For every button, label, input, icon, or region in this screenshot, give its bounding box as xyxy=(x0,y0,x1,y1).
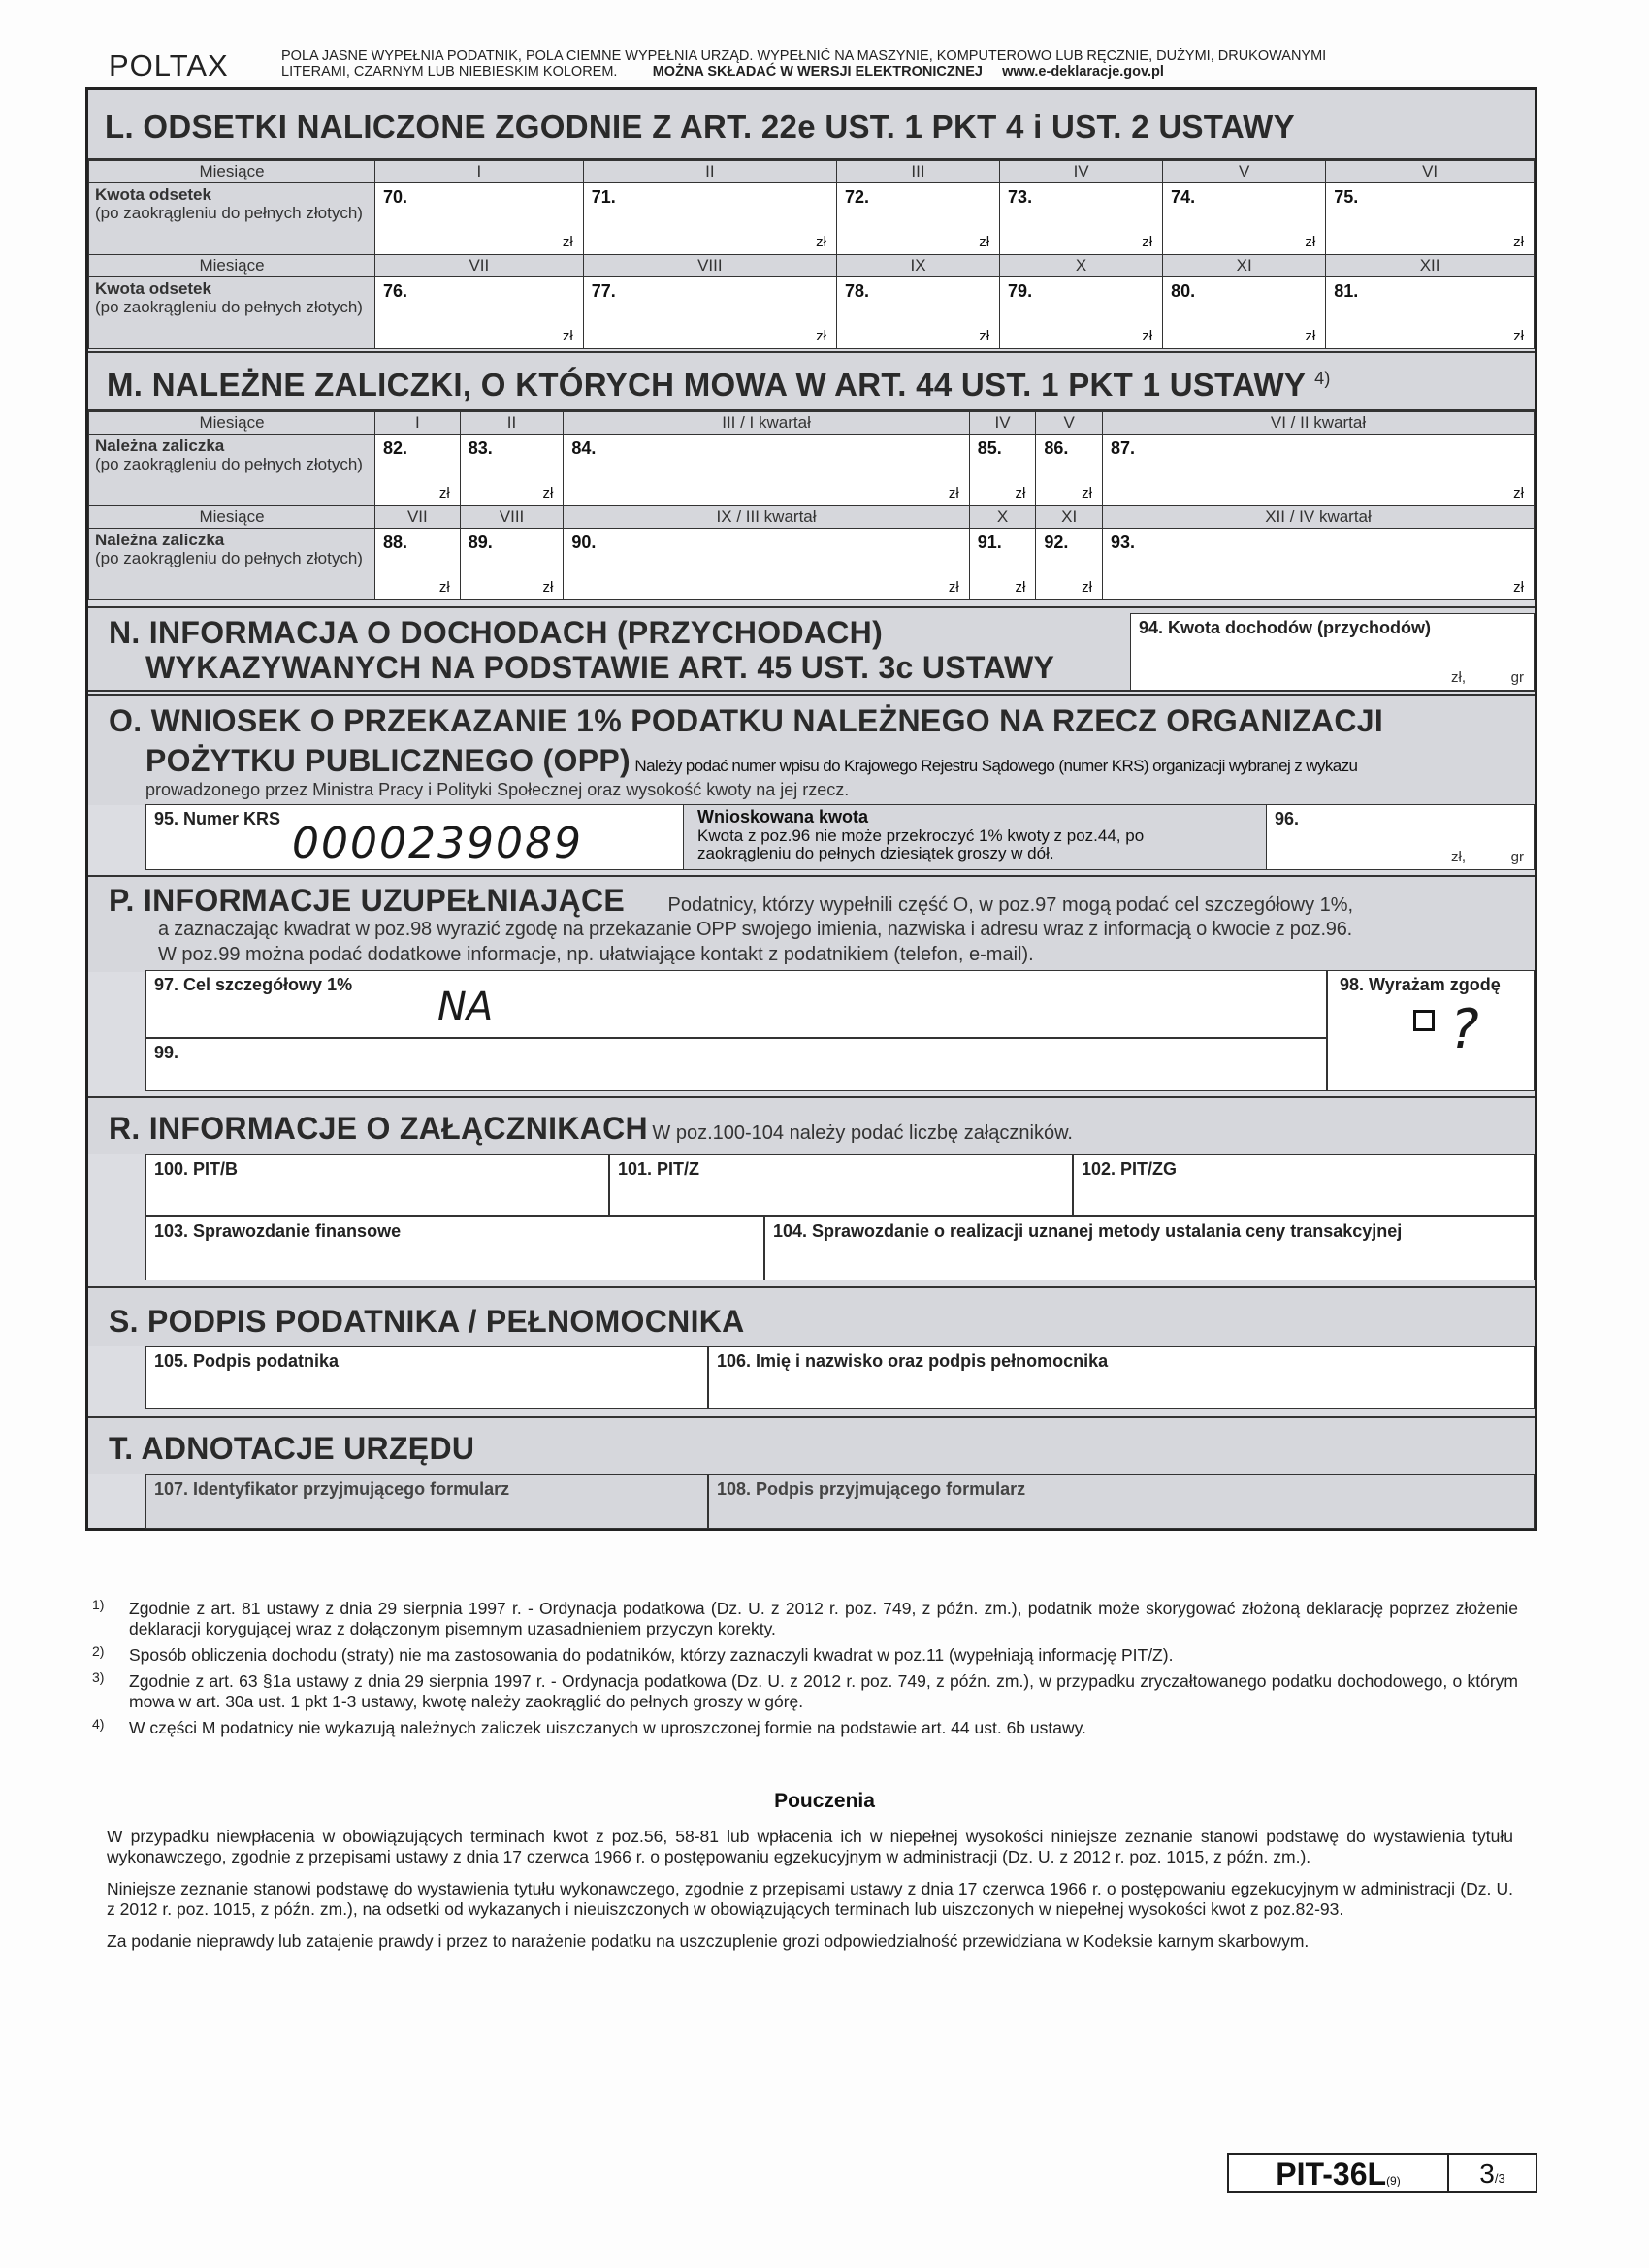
month-header: X xyxy=(1000,255,1163,277)
month-header: VIII xyxy=(460,506,564,529)
income-amount-field-94[interactable]: 94. Kwota dochodów (przychodów) zł, gr xyxy=(1130,613,1535,691)
header-instructions xyxy=(281,49,1504,80)
krs-number-field-95[interactable]: 95. Numer KRS 0000239089 xyxy=(146,804,684,870)
instructions-paragraph-1: W przypadku niewpłacenia w obowiązujących terminach kwot z poz.56, 58-81 lub wpłacenia ich w niepełnej wysokości niniejsze zeznanie stanowi podstawę do wystawienia tytułu wykonawczego, zgodnie z przepisami ustawy z dnia 17 czerwca 1966 r. o postępowaniu egzekucyjnym w administracji (Dz. U. z 2012 r. poz. 1015, z późn. zm.). xyxy=(107,1827,1513,1866)
footnote-ref: 4) xyxy=(1314,369,1331,388)
header-note-line2b: MOŻNA SKŁADAĆ W WERSJI ELEKTRONICZNEJ xyxy=(652,64,983,80)
footnotes xyxy=(92,1599,1518,1744)
month-header: IX / III kwartał xyxy=(564,506,969,529)
attachment-pitzg-field-102[interactable]: 102. PIT/ZG xyxy=(1073,1154,1535,1216)
advance-field-85[interactable]: 85. zł xyxy=(969,435,1036,506)
month-header: XI xyxy=(1036,506,1103,529)
section-p-title-row: P. INFORMACJE UZUPEŁNIAJĄCE Podatnicy, którzy wypełnili część O, w poz.97 mogą podać cel szczegółowy 1%, xyxy=(109,883,1354,918)
month-header: VII xyxy=(375,255,584,277)
month-header: X xyxy=(969,506,1036,529)
attachment-pitb-field-100[interactable]: 100. PIT/B xyxy=(146,1154,609,1216)
specific-purpose-value: NA xyxy=(437,985,494,1029)
interest-field-80[interactable]: 80. zł xyxy=(1163,277,1326,349)
advance-field-82[interactable]: 82. zł xyxy=(375,435,461,506)
section-r-title-row: R. INFORMACJE O ZAŁĄCZNIKACH W poz.100-104 należy podać liczbę załączników. xyxy=(109,1111,1073,1146)
header-url-link[interactable]: www.e-deklaracje.gov.pl xyxy=(1002,64,1164,80)
section-p-instr-line3: W poz.99 można podać dodatkowe informacje, np. ułatwiające kontakt z podatnikiem (telefon, e-mail). xyxy=(158,944,1034,965)
month-header: XII / IV kwartał xyxy=(1103,506,1535,529)
month-header: V xyxy=(1163,161,1326,183)
requested-amount-field-96[interactable]: 96. zł, gr xyxy=(1266,804,1535,870)
advance-field-89[interactable]: 89. zł xyxy=(460,529,564,600)
month-header: III xyxy=(836,161,999,183)
month-header: XI xyxy=(1163,255,1326,277)
month-header: VI xyxy=(1326,161,1535,183)
interest-field-72[interactable]: 72. zł xyxy=(836,183,999,255)
advance-field-88[interactable]: 88. zł xyxy=(375,529,461,600)
advance-field-93[interactable]: 93. zł xyxy=(1103,529,1535,600)
krs-number-value: 0000239089 xyxy=(292,819,583,868)
interest-field-78[interactable]: 78. zł xyxy=(836,277,999,349)
attachment-pitz-field-101[interactable]: 101. PIT/Z xyxy=(609,1154,1073,1216)
month-header-label: Miesiące xyxy=(89,412,375,435)
month-header: I xyxy=(375,161,584,183)
financial-report-field-103[interactable]: 103. Sprawozdanie finansowe xyxy=(146,1216,764,1280)
advance-field-91[interactable]: 91. zł xyxy=(969,529,1036,600)
consent-checkbox[interactable] xyxy=(1413,1010,1435,1031)
row-label: Kwota odsetek (po zaokrągleniu do pełnych złotych) xyxy=(89,183,375,255)
section-o-instructions: prowadzonego przez Ministra Pracy i Polityki Społecznej oraz wysokość kwoty na jej rzecz. xyxy=(146,780,850,799)
instructions-paragraph-3: Za podanie nieprawdy lub zatajenie prawdy i przez to narażenie podatku na uszczuplenie grozi odpowiedzialność przewidziana w Kodeksie karnym skarbowym. xyxy=(107,1931,1310,1951)
additional-info-field-99[interactable]: 99. xyxy=(146,1038,1327,1091)
month-header: IX xyxy=(836,255,999,277)
specific-purpose-field-97[interactable]: 97. Cel szczegółowy 1% NA xyxy=(146,970,1327,1038)
advance-field-84[interactable]: 84. zł xyxy=(564,435,969,506)
section-t-title: T. ADNOTACJE URZĘDU xyxy=(109,1431,475,1466)
month-header: V xyxy=(1036,412,1103,435)
advance-field-83[interactable]: 83. zł xyxy=(460,435,564,506)
month-header: II xyxy=(583,161,836,183)
page-number: 3/3 xyxy=(1479,2158,1505,2188)
footnote-2: 2) Sposób obliczenia dochodu (straty) nie ma zastosowania do podatników, którzy zaznaczyli kwadrat w poz.11 (wypełniają informację PIT/Z). xyxy=(92,1643,1174,1665)
header-note-line2a: LITERAMI, CZARNYM LUB NIEBIESKIM KOLOREM. xyxy=(281,64,618,80)
instructions-paragraph-2: Niniejsze zeznanie stanowi podstawę do wystawienia tytułu wykonawczego, zgodnie z przepisami ustawy z dnia 17 czerwca 1966 r. o postępowaniu egzekucyjnym w administracji (Dz. U. z 2012 r. poz. 1015, z późn. zm.), na odsetki od wykazanych i nieuiszczonych w obowiązujących terminach lub uiszczonych w niepełnej wysokości kwot z poz.82-93. xyxy=(107,1879,1513,1919)
section-o-title-line2: POŻYTKU PUBLICZNEGO (OPP) Należy podać numer wpisu do Krajowego Rejestru Sądowego (numer KRS) organizacji wybranej z wykazu xyxy=(146,743,1358,778)
section-p-instr-line2: a zaznaczając kwadrat w poz.98 wyrazić zgodę na przekazanie OPP swojego imienia, nazwiska i adresu wraz z informacją o kwocie z poz.96. xyxy=(158,919,1353,940)
interest-field-76[interactable]: 76. zł xyxy=(375,277,584,349)
office-signature-field-108: 108. Podpis przyjmującego formularz xyxy=(708,1474,1535,1529)
row-label: Należna zaliczka (po zaokrągleniu do pełnych złotych) xyxy=(89,529,375,600)
month-header: VIII xyxy=(583,255,836,277)
proxy-signature-field-106[interactable]: 106. Imię i nazwisko oraz podpis pełnomocnika xyxy=(708,1346,1535,1409)
header-note-line1: POLA JASNE WYPEŁNIA PODATNIK, POLA CIEMNE WYPEŁNIA URZĄD. WYPEŁNIĆ NA MASZYNIE, KOMPUTEROWO LUB RĘCZNIE, DUŻYMI, DRUKOWANYMI xyxy=(281,49,1327,64)
office-identifier-field-107: 107. Identyfikator przyjmującego formularz xyxy=(146,1474,708,1529)
section-s-title: S. PODPIS PODATNIKA / PEŁNOMOCNIKA xyxy=(109,1304,745,1339)
month-header: XII xyxy=(1326,255,1535,277)
advance-field-87[interactable]: 87. zł xyxy=(1103,435,1535,506)
brand-logo-text: POLTAX xyxy=(109,49,229,82)
month-header: II xyxy=(460,412,564,435)
interest-field-79[interactable]: 79. zł xyxy=(1000,277,1163,349)
instructions-title: Pouczenia xyxy=(774,1790,875,1812)
advance-field-86[interactable]: 86. zł xyxy=(1036,435,1103,506)
section-o-title-line1: O. WNIOSEK O PRZEKAZANIE 1% PODATKU NALEŻNEGO NA RZECZ ORGANIZACJI xyxy=(109,703,1384,738)
month-header-label: Miesiące xyxy=(89,161,375,183)
interest-field-81[interactable]: 81. zł xyxy=(1326,277,1535,349)
footnote-3: 3) Zgodnie z art. 63 §1a ustawy z dnia 29 sierpnia 1997 r. - Ordynacja podatkowa (Dz. U. z 2012 r. poz. 749, z późn. zm.), w przypadku zryczałtowanego podatku dochodowego, o którym mowa w art. 30a ust. 1 pkt 1-3 ustawy, kwotę należy zaokrąglić do pełnych groszy w górę. xyxy=(92,1669,1518,1711)
requested-amount-info: Wnioskowana kwota Kwota z poz.96 nie może przekroczyć 1% kwoty z poz.44, po zaokrągleniu do pełnych dziesiątek groszy w dół. xyxy=(684,804,1266,870)
form-id-box xyxy=(1227,2153,1537,2193)
advance-field-92[interactable]: 92. zł xyxy=(1036,529,1103,600)
consent-handwritten-mark: ? xyxy=(1450,998,1479,1061)
interest-field-70[interactable]: 70. zł xyxy=(375,183,584,255)
row-label: Należna zaliczka (po zaokrągleniu do pełnych złotych) xyxy=(89,435,375,506)
month-header-label: Miesiące xyxy=(89,506,375,529)
month-header: IV xyxy=(969,412,1036,435)
month-header: III / I kwartał xyxy=(564,412,969,435)
footnote-1: 1) Zgodnie z art. 81 ustawy z dnia 29 sierpnia 1997 r. - Ordynacja podatkowa (Dz. U. z 2012 r. poz. 749, z późn. zm.), podatnik może skorygować złożoną deklarację poprzez złożenie deklaracji korygującej wraz z dołączonym pisemnym uzasadnieniem przyczyn korekty. xyxy=(92,1597,1518,1638)
section-n-title: N. INFORMACJA O DOCHODACH (PRZYCHODACH) WYKAZYWANYCH NA PODSTAWIE ART. 45 UST. 3c USTAWY xyxy=(109,615,1055,685)
transfer-pricing-report-field-104[interactable]: 104. Sprawozdanie o realizacji uznanej metody ustalania ceny transakcyjnej xyxy=(764,1216,1535,1280)
month-header: VI / II kwartał xyxy=(1103,412,1535,435)
month-header-label: Miesiące xyxy=(89,255,375,277)
section-m-table xyxy=(88,411,1535,600)
advance-field-90[interactable]: 90. zł xyxy=(564,529,969,600)
row-label: Kwota odsetek (po zaokrągleniu do pełnych złotych) xyxy=(89,277,375,349)
footnote-4: 4) W części M podatnicy nie wykazują należnych zaliczek uiszczanych w uproszczonej formie na podstawie art. 44 ust. 6b ustawy. xyxy=(92,1716,1086,1737)
interest-field-73[interactable]: 73. zł xyxy=(1000,183,1163,255)
section-m-title: M. NALEŻNE ZALICZKI, O KTÓRYCH MOWA W ART. 44 UST. 1 PKT 1 USTAWY $^{4)}$ xyxy=(107,367,1331,403)
section-l-title: L. ODSETKI NALICZONE ZGODNIE Z ART. 22e UST. 1 PKT 4 i UST. 2 USTAWY xyxy=(105,109,1295,145)
interest-field-75[interactable]: 75. zł xyxy=(1326,183,1535,255)
interest-field-71[interactable]: 71. zł xyxy=(583,183,836,255)
instructions-body xyxy=(107,1827,1513,1963)
month-header: I xyxy=(375,412,461,435)
consent-field-98: 98. Wyrażam zgodę ? xyxy=(1327,970,1535,1091)
interest-field-77[interactable]: 77. zł xyxy=(583,277,836,349)
month-header: IV xyxy=(1000,161,1163,183)
month-header: VII xyxy=(375,506,461,529)
section-l-table xyxy=(88,160,1535,349)
taxpayer-signature-field-105[interactable]: 105. Podpis podatnika xyxy=(146,1346,708,1409)
interest-field-74[interactable]: 74. zł xyxy=(1163,183,1326,255)
form-name: PIT-36L(9) xyxy=(1229,2155,1449,2191)
